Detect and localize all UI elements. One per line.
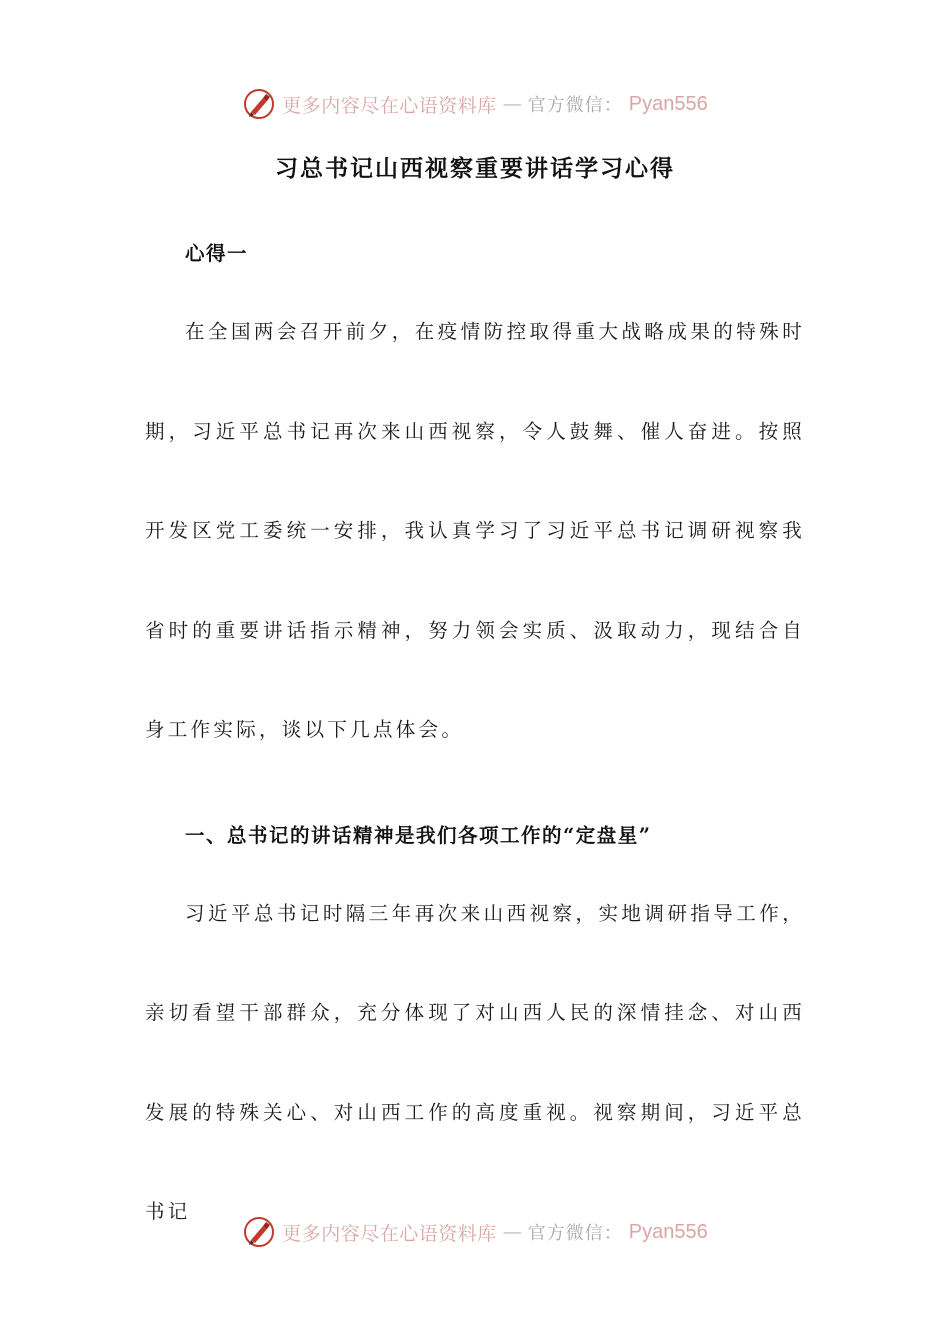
pen-logo-icon [242, 87, 276, 121]
paragraph-intro: 在全国两会召开前夕，在疫情防控取得重大战略成果的特殊时期，习近平总书记再次来山西视察，令人鼓舞、催人奋进。按照开发区党工委统一安排，我认真学习了习近平总书记调研视察我省时的重要讲话指示精神，努力领会实质、汲取动力，现结合自身工作实际，谈以下几点体会。 [145, 320, 805, 741]
watermark-text: 更多内容尽在心语资料库 [282, 1222, 497, 1245]
watermark-dash: — [502, 93, 522, 115]
watermark-wechat-id: Pyan556 [628, 1220, 708, 1243]
paragraph-body: 习近平总书记时隔三年再次来山西视察，实地调研指导工作，亲切看望干部群众，充分体现了对山西人民的深情挂念、对山西发展的特殊关心、对山西工作的高度重视。视察期间，习近平总书记 [145, 901, 805, 1223]
watermark-dash: — [502, 1221, 522, 1243]
section-heading: 心得一 [185, 242, 249, 265]
watermark-wechat-id: Pyan556 [628, 92, 708, 115]
subheading: 一、总书记的讲话精神是我们各项工作的“定盘星” [185, 823, 652, 847]
watermark-banner-top [0, 84, 950, 124]
watermark-wechat-label: 官方微信： [527, 95, 623, 116]
document-title: 习总书记山西视察重要讲话学习心得 [275, 155, 675, 182]
pen-logo-icon [242, 1215, 276, 1249]
watermark-text: 更多内容尽在心语资料库 [282, 94, 497, 117]
watermark-wechat-label: 官方微信： [527, 1223, 623, 1244]
watermark-banner-bottom [0, 1212, 950, 1252]
document-body [145, 232, 805, 1262]
